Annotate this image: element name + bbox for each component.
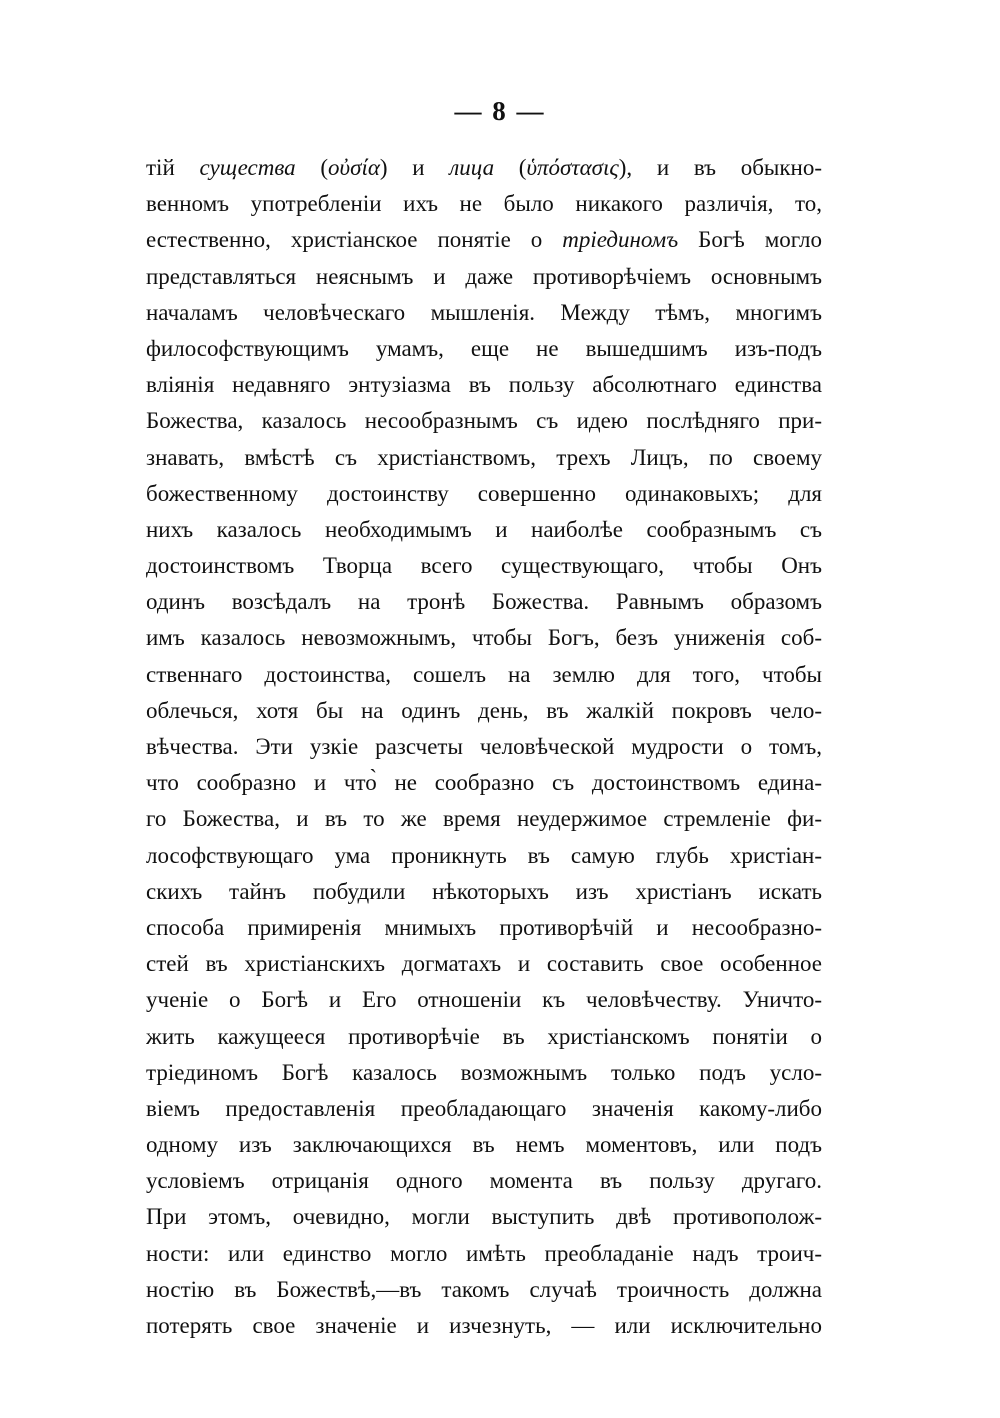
text-run: нихъ казалось необходимымъ и наиболѣе сообразнымъ съ bbox=[146, 516, 822, 542]
text-run: венномъ употребленіи ихъ не было никакого различія, то, bbox=[146, 191, 822, 217]
text-run: началамъ человѣческаго мышленія. Между тѣмъ, многимъ bbox=[146, 299, 822, 325]
text-run: потерять свое значеніе и изчезнуть, — или исключительно bbox=[146, 1313, 822, 1338]
text-line bbox=[146, 838, 822, 874]
text-run: ственнаго достоинства, сошелъ на землю для того, чтобы bbox=[146, 661, 822, 687]
text-line bbox=[146, 295, 822, 331]
text-line bbox=[146, 1163, 822, 1199]
text-run: облечься, хотя бы на одинъ день, въ жалкій покровъ чело- bbox=[146, 697, 822, 723]
text-line bbox=[146, 982, 822, 1018]
text-line bbox=[146, 331, 822, 367]
text-line bbox=[146, 259, 822, 295]
italic-term: существа bbox=[199, 155, 296, 180]
text-run: ( bbox=[295, 155, 329, 180]
text-run: ностію въ Божествѣ,—въ такомъ случаѣ троичность должна bbox=[146, 1276, 822, 1302]
text-run: скихъ тайнъ побудили нѣкоторыхъ изъ христіанъ искать bbox=[146, 878, 822, 904]
text-line bbox=[146, 440, 822, 476]
text-run: ученіе о Богѣ и Его отношеніи къ человѣчеству. Уничто- bbox=[146, 987, 822, 1013]
text-run: лософствующаго ума проникнуть въ самую глубь христіан- bbox=[146, 842, 822, 868]
text-run: ) и bbox=[379, 155, 450, 180]
text-line bbox=[146, 657, 822, 693]
text-run: При этомъ, очевидно, могли выступить двѣ противополож- bbox=[146, 1204, 822, 1230]
text-line bbox=[146, 729, 822, 765]
text-line bbox=[146, 1308, 822, 1344]
text-run: вліянія недавняго энтузіазма въ пользу абсолютнаго единства bbox=[146, 372, 822, 398]
text-line bbox=[146, 1272, 822, 1308]
text-line bbox=[146, 1019, 822, 1055]
text-run: представляться неяснымъ и даже противорѣчіемъ основнымъ bbox=[146, 263, 822, 289]
text-line bbox=[146, 403, 822, 439]
text-run: Богѣ могло bbox=[678, 227, 822, 253]
text-run: жить кажущееся противорѣчіе въ христіанскомъ понятіи о bbox=[146, 1023, 822, 1049]
text-run: одному изъ заключающихся въ немъ моментовъ, или подъ bbox=[146, 1132, 822, 1158]
text-run: имъ казалось невозможнымъ, чтобы Богъ, безъ униженія соб- bbox=[146, 625, 822, 651]
text-run: способа примиренія мнимыхъ противорѣчій и несообразно- bbox=[146, 914, 822, 940]
text-run: Божества, казалось несообразнымъ съ идею послѣдняго при- bbox=[146, 408, 822, 434]
text-line bbox=[146, 150, 822, 186]
italic-term: лица bbox=[449, 155, 495, 180]
text-line bbox=[146, 801, 822, 837]
text-line bbox=[146, 620, 822, 656]
text-line bbox=[146, 765, 822, 801]
text-run: ности: или единство могло имѣть преобладаніе надъ троич- bbox=[146, 1240, 822, 1266]
text-run: достоинствомъ Творца всего существующаго, чтобы Онъ bbox=[146, 553, 822, 579]
text-run: віемъ предоставленія преобладающаго значенія какому-либо bbox=[146, 1095, 822, 1121]
text-line bbox=[146, 367, 822, 403]
text-line bbox=[146, 946, 822, 982]
text-line bbox=[146, 1199, 822, 1235]
text-line bbox=[146, 910, 822, 946]
text-line bbox=[146, 874, 822, 910]
text-line bbox=[146, 584, 822, 620]
text-run: стей въ христіанскихъ догматахъ и составить свое особенное bbox=[146, 951, 822, 977]
text-line bbox=[146, 476, 822, 512]
text-run: одинъ возсѣдалъ на тронѣ Божества. Равнымъ образомъ bbox=[146, 589, 822, 615]
text-run: божественному достоинству совершенно одинаковыхъ; для bbox=[146, 480, 822, 506]
page-number: — 8 — bbox=[454, 96, 546, 126]
text-run: тріединомъ Богѣ казалось возможнымъ только подъ усло- bbox=[146, 1059, 822, 1085]
text-run: ), и въ обыкно- bbox=[618, 155, 822, 180]
text-run: что сообразно и что̀ не сообразно съ достоинствомъ едина- bbox=[146, 770, 822, 796]
text-run: го Божества, и въ то же время неудержимое стремленіе фи- bbox=[146, 806, 822, 832]
text-run: вѣчества. Эти узкіе разсчеты человѣческой мудрости о томъ, bbox=[146, 734, 822, 759]
text-run: философствующимъ умамъ, еще не вышедшимъ изъ-подъ bbox=[146, 335, 822, 361]
text-run: знавать, вмѣстѣ съ христіанствомъ, трехъ Лицъ, по своему bbox=[146, 444, 822, 470]
text-line bbox=[146, 186, 822, 222]
italic-term: ὑπόστασις bbox=[526, 155, 619, 180]
italic-term: тріединомъ bbox=[562, 227, 679, 253]
body-text bbox=[146, 150, 822, 1344]
text-line bbox=[146, 222, 822, 258]
text-line bbox=[146, 512, 822, 548]
text-run: ( bbox=[494, 155, 527, 180]
text-run: условіемъ отрицанія одного момента въ пользу другаго. bbox=[146, 1168, 822, 1194]
text-run: тій bbox=[146, 155, 200, 180]
text-line bbox=[146, 1091, 822, 1127]
text-line bbox=[146, 1236, 822, 1272]
text-line bbox=[146, 548, 822, 584]
text-line bbox=[146, 693, 822, 729]
text-line bbox=[146, 1055, 822, 1091]
text-line bbox=[146, 1127, 822, 1163]
italic-term: οὐσία bbox=[328, 155, 380, 180]
text-run: естественно, христіанское понятіе о bbox=[146, 227, 563, 253]
